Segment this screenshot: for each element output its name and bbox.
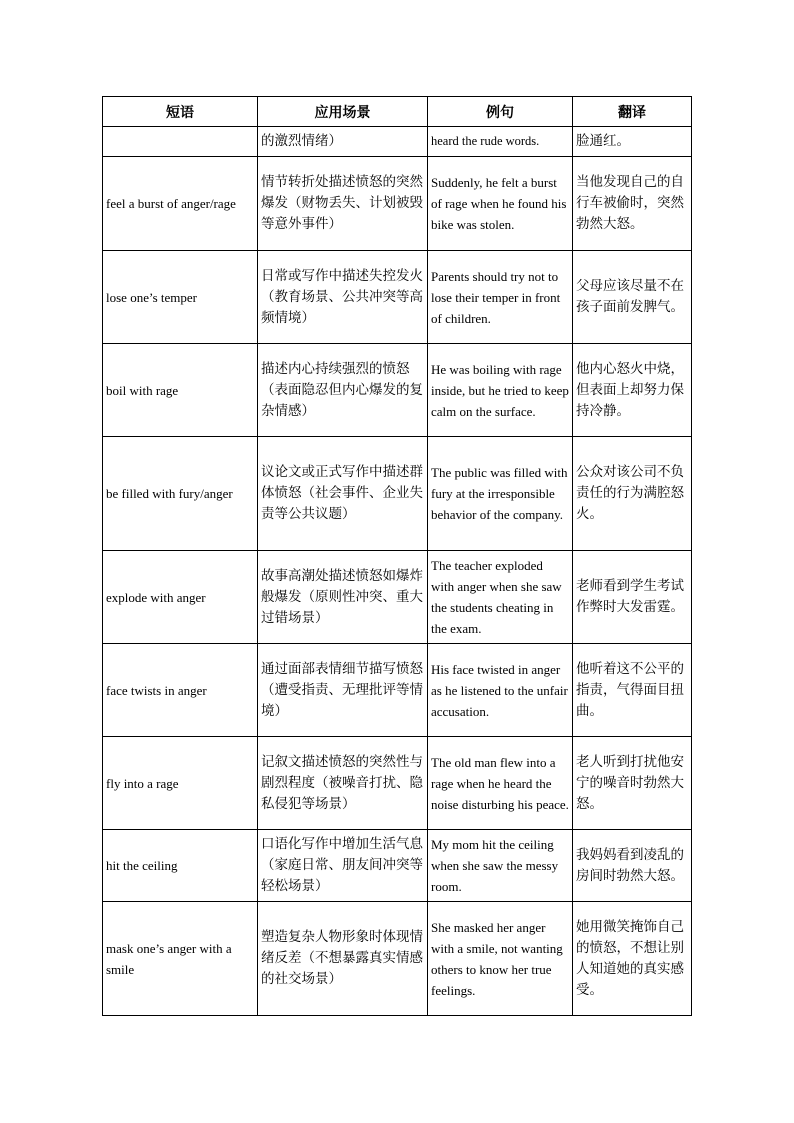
table-row xyxy=(103,551,692,644)
example-cell: His face twisted in anger as he listened to the unfair accusation. xyxy=(428,644,573,737)
scene-cell: 日常或写作中描述失控发火（教育场景、公共冲突等高频情境） xyxy=(258,251,428,344)
phrase-cell: lose one’s temper xyxy=(103,251,258,344)
example-cell: The teacher exploded with anger when she saw the students cheating in the exam. xyxy=(428,551,573,644)
translation-cell: 他内心怒火中烧，但表面上却努力保持冷静。 xyxy=(573,344,692,437)
example-cell: Suddenly, he felt a burst of rage when he found his bike was stolen. xyxy=(428,157,573,251)
example-cell: My mom hit the ceiling when she saw the messy room. xyxy=(428,830,573,902)
scene-cell: 描述内心持续强烈的愤怒（表面隐忍但内心爆发的复杂情感） xyxy=(258,344,428,437)
phrase-table xyxy=(102,96,692,1016)
translation-cell: 公众对该公司不负责任的行为满腔怒火。 xyxy=(573,437,692,551)
scene-cell: 故事高潮处描述愤怒如爆炸般爆发（原则性冲突、重大过错场景） xyxy=(258,551,428,644)
translation-cell: 我妈妈看到凌乱的房间时勃然大怒。 xyxy=(573,830,692,902)
scene-cell: 塑造复杂人物形象时体现情绪反差（不想暴露真实情感的社交场景） xyxy=(258,902,428,1016)
scene-cell: 记叙文描述愤怒的突然性与剧烈程度（被噪音打扰、隐私侵犯等场景） xyxy=(258,737,428,830)
table-row xyxy=(103,344,692,437)
scene-cell: 情节转折处描述愤怒的突然爆发（财物丢失、计划被毁等意外事件） xyxy=(258,157,428,251)
table-row xyxy=(103,251,692,344)
scene-cell: 议论文或正式写作中描述群体愤怒（社会事件、企业失责等公共议题） xyxy=(258,437,428,551)
phrase-cell: be filled with fury/anger xyxy=(103,437,258,551)
example-cell: He was boiling with rage inside, but he tried to keep calm on the surface. xyxy=(428,344,573,437)
table-row xyxy=(103,644,692,737)
translation-cell: 老师看到学生考试作弊时大发雷霆。 xyxy=(573,551,692,644)
header-example: 例句 xyxy=(428,97,573,127)
example-cell: Parents should try not to lose their temper in front of children. xyxy=(428,251,573,344)
phrase-cell: fly into a rage xyxy=(103,737,258,830)
phrase-cell xyxy=(103,127,258,157)
translation-cell: 脸通红。 xyxy=(573,127,692,157)
phrase-cell: mask one’s anger with a smile xyxy=(103,902,258,1016)
phrase-cell: hit the ceiling xyxy=(103,830,258,902)
table-row xyxy=(103,902,692,1016)
table-row xyxy=(103,157,692,251)
header-phrase: 短语 xyxy=(103,97,258,127)
header-translation: 翻译 xyxy=(573,97,692,127)
table-row xyxy=(103,437,692,551)
scene-cell: 口语化写作中增加生活气息（家庭日常、朋友间冲突等轻松场景） xyxy=(258,830,428,902)
table-row xyxy=(103,737,692,830)
example-cell: heard the rude words. xyxy=(428,127,573,157)
scene-cell: 的激烈情绪） xyxy=(258,127,428,157)
table-header-row xyxy=(103,97,692,127)
example-cell: She masked her anger with a smile, not wanting others to know her true feelings. xyxy=(428,902,573,1016)
phrase-cell: face twists in anger xyxy=(103,644,258,737)
translation-cell: 她用微笑掩饰自己的愤怒，不想让别人知道她的真实感受。 xyxy=(573,902,692,1016)
phrase-cell: feel a burst of anger/rage xyxy=(103,157,258,251)
translation-cell: 他听着这不公平的指责，气得面目扭曲。 xyxy=(573,644,692,737)
translation-cell: 当他发现自己的自行车被偷时，突然勃然大怒。 xyxy=(573,157,692,251)
phrase-cell: boil with rage xyxy=(103,344,258,437)
translation-cell: 老人听到打扰他安宁的噪音时勃然大怒。 xyxy=(573,737,692,830)
example-cell: The old man flew into a rage when he heard the noise disturbing his peace. xyxy=(428,737,573,830)
scene-cell: 通过面部表情细节描写愤怒（遭受指责、无理批评等情境） xyxy=(258,644,428,737)
phrase-cell: explode with anger xyxy=(103,551,258,644)
translation-cell: 父母应该尽量不在孩子面前发脾气。 xyxy=(573,251,692,344)
example-cell: The public was filled with fury at the irresponsible behavior of the company. xyxy=(428,437,573,551)
table-row xyxy=(103,127,692,157)
table-row xyxy=(103,830,692,902)
header-scene: 应用场景 xyxy=(258,97,428,127)
